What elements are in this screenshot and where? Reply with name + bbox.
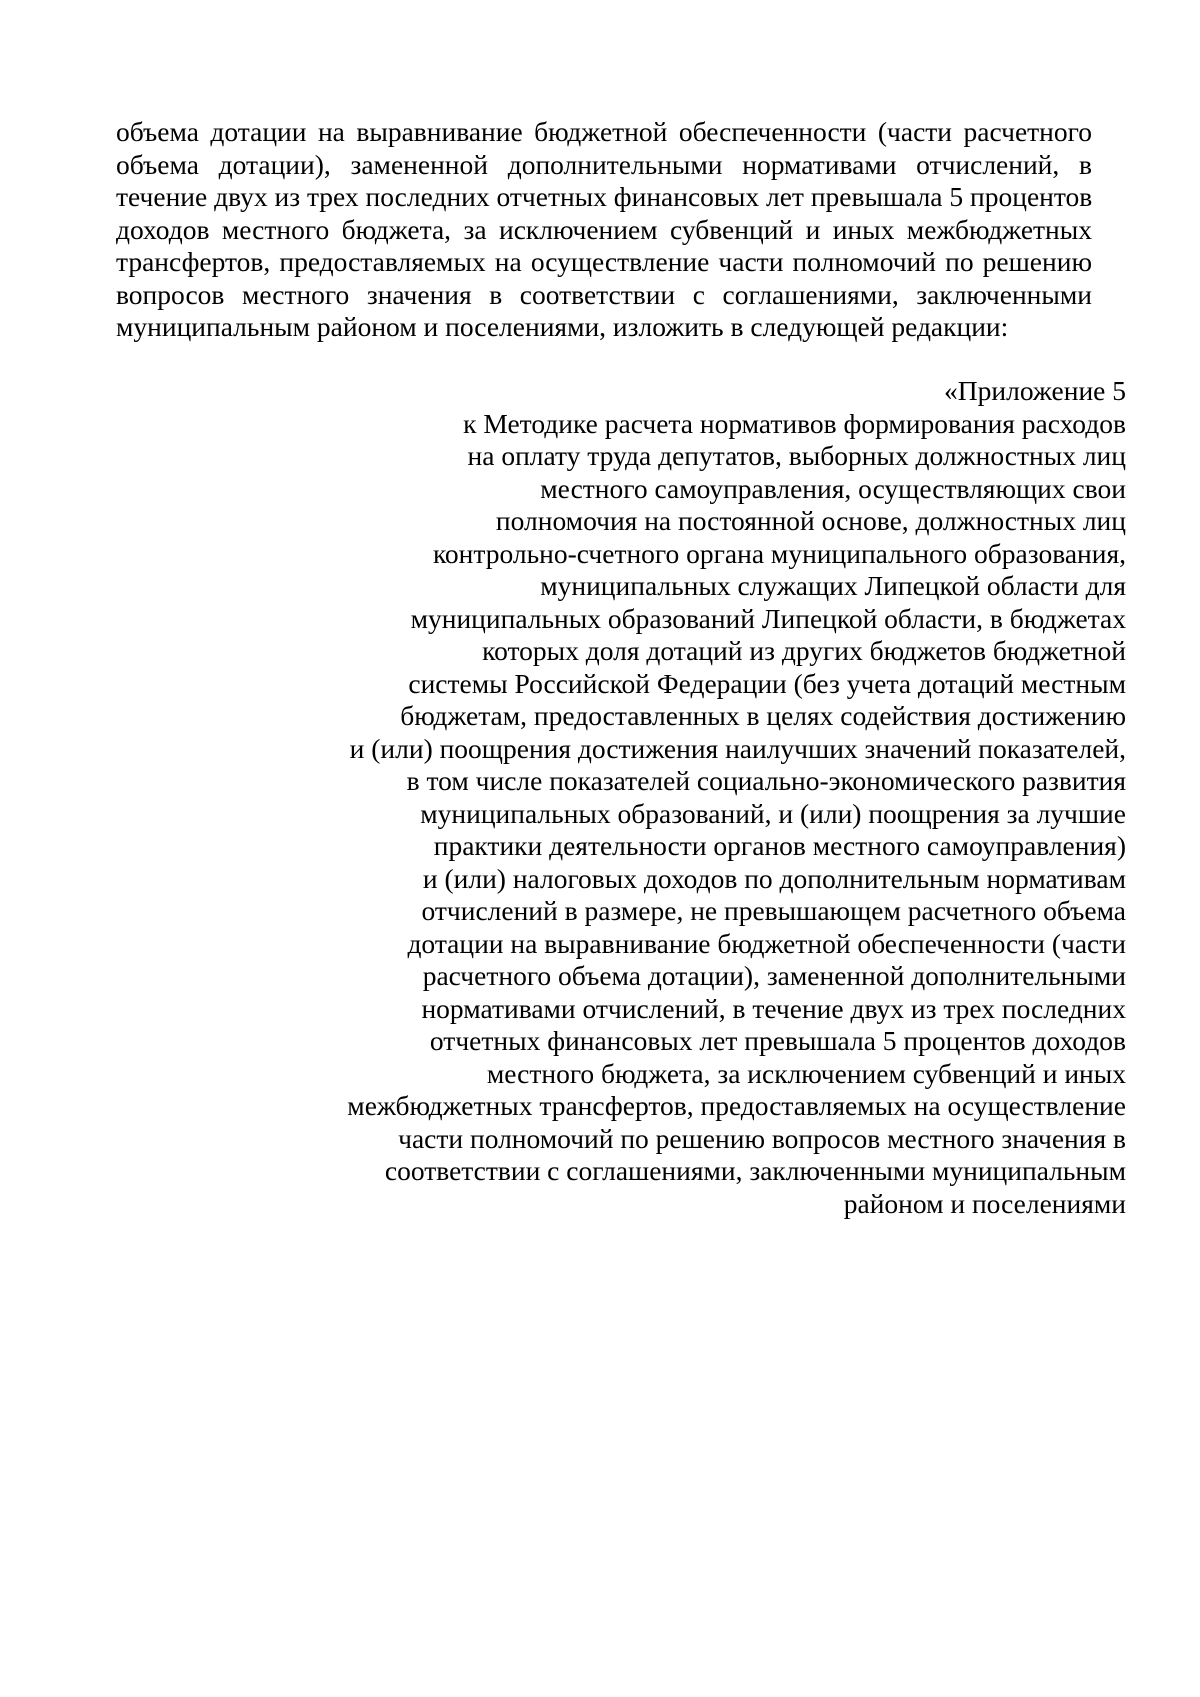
- appendix-line: муниципальных образований, и (или) поощрения за лучшие: [420, 797, 1126, 829]
- appendix-title: «Приложение 5: [944, 375, 1126, 406]
- paragraph-line: доходов местного бюджета, за исключением субвенций и иных межбюджетных: [116, 213, 1092, 245]
- appendix-line: и (или) налоговых доходов по дополнительным нормативам: [422, 862, 1126, 894]
- appendix-line: муниципальных служащих Липецкой области для: [540, 570, 1126, 601]
- appendix-line: части полномочий по решению вопросов местного значения в: [398, 1122, 1126, 1154]
- appendix-line: системы Российской Федерации (без учета дотаций местным: [408, 667, 1126, 699]
- paragraph-line: течение двух из трех последних отчетных финансовых лет превышала 5 процентов: [116, 181, 1093, 212]
- appendix-line: местного бюджета, за исключением субвенций и иных: [486, 1057, 1126, 1089]
- appendix-line: контрольно-счетного органа муниципального образования,: [432, 537, 1126, 569]
- paragraph-line: объема дотации), замененной дополнительными нормативами отчислений, в: [116, 148, 1092, 180]
- appendix-line: в том числе показателей социально-экономического развития: [406, 765, 1126, 796]
- appendix-line: муниципальных образований Липецкой области, в бюджетах: [410, 602, 1126, 634]
- appendix-line: отчислений в размере, не превышающем расчетного объема: [421, 895, 1126, 926]
- appendix-line: на оплату труда депутатов, выборных должностных лиц: [467, 440, 1126, 471]
- paragraph-line: объема дотации на выравнивание бюджетной обеспеченности (части расчетного: [116, 116, 1092, 147]
- appendix-line: местного самоуправления, осуществляющих свои: [540, 472, 1126, 504]
- appendix-line: практики деятельности органов местного самоуправления): [433, 830, 1126, 861]
- appendix-line: полномочия на постоянной основе, должностных лиц: [495, 505, 1126, 536]
- appendix-line: дотации на выравнивание бюджетной обеспеченности (части: [407, 927, 1126, 959]
- appendix-line: межбюджетных трансфертов, предоставляемых на осуществление: [347, 1090, 1126, 1121]
- paragraph-line: трансфертов, предоставляемых на осуществление части полномочий по решению: [116, 246, 1092, 277]
- paragraph-line: вопросов местного значения в соответствии с соглашениями, заключенными: [116, 278, 1092, 310]
- appendix-line: расчетного объема дотации), замененной дополнительными: [422, 960, 1126, 991]
- appendix-line: бюджетам, предоставленных в целях содействия достижению: [400, 700, 1126, 731]
- appendix-line: и (или) поощрения достижения наилучших значений показателей,: [349, 732, 1126, 764]
- body-paragraph: [116, 116, 1092, 344]
- appendix-line: отчетных финансовых лет превышала 5 процентов доходов: [429, 1025, 1126, 1056]
- appendix-line: к Методике расчета нормативов формирования расходов: [463, 407, 1126, 439]
- appendix-line: которых доля дотаций из других бюджетов бюджетной: [482, 635, 1126, 666]
- appendix-line: районом и поселениями: [843, 1187, 1126, 1219]
- appendix-line: нормативами отчислений, в течение двух из трех последних: [421, 992, 1126, 1024]
- appendix-heading-block: [250, 375, 1126, 1220]
- paragraph-line: муниципальным районом и поселениями, изложить в следующей редакции:: [116, 311, 1009, 342]
- appendix-line: соответствии с соглашениями, заключенными муниципальным: [384, 1155, 1126, 1186]
